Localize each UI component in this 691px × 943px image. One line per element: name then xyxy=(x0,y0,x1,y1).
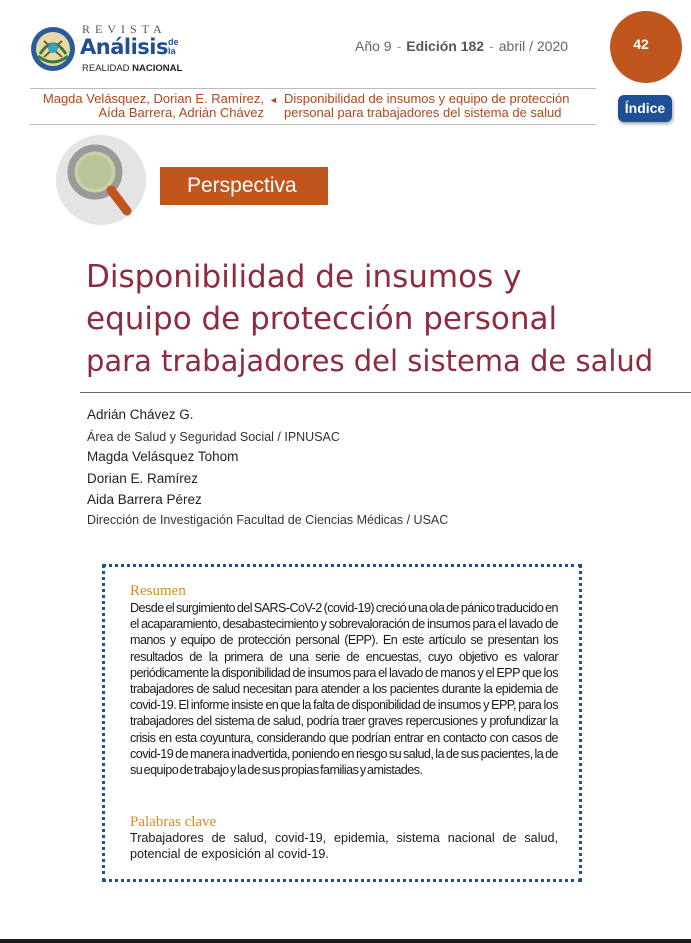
logo-dela-text: de la xyxy=(168,37,179,56)
page-number: 42 xyxy=(633,36,649,52)
issue-date: abril / 2020 xyxy=(498,38,569,54)
header-rule-bottom xyxy=(30,124,596,125)
header-rule-top xyxy=(30,88,596,89)
article-title xyxy=(86,256,676,382)
national-seal-icon xyxy=(30,26,76,72)
abstract-heading: Resumen xyxy=(130,583,186,599)
author-name: Magda Velásquez Tohom xyxy=(87,449,239,464)
author-name: Aida Barrera Pérez xyxy=(87,492,202,507)
magnifier-icon xyxy=(55,132,155,232)
title-rule xyxy=(80,392,691,393)
logo-analisis-text: Análisis xyxy=(80,35,168,59)
running-header-title: Disponibilidad de insumos y equipo de protección personal para trabajadores del sistema de salud xyxy=(284,91,570,120)
left-arrow-icon: ◄ xyxy=(269,95,278,105)
author-affiliation: Área de Salud y Seguridad Social / IPNUSAC xyxy=(87,430,340,444)
running-header-authors: Magda Velásquez, Dorian E. Ramírez, Aída Barrera, Adrián Chávez xyxy=(42,91,264,120)
article-title-line-1: Disponibilidad de insumos y xyxy=(86,259,522,295)
keywords-text: Trabajadores de salud, covid-19, epidemia, sistema nacional de salud, potencial de exposición al covid-19. xyxy=(130,831,558,862)
journal-logo xyxy=(30,22,190,78)
index-button[interactable]: Índice xyxy=(618,95,672,122)
abstract-body: Desde el surgimiento del SARS-CoV-2 (covid-19) creció una ola de pánico traducido en el acaparamiento, desabastecimiento y sobrevaloración de insumos para el lavado de manos y equipo de protección personal (EPP). En este artículo se presentan los resultados de la primera de una serie de encuestas, cuyo objetivo es valorar periódicamente la disponibilidad de insumos para el lavado de manos y el EPP que los trabajadores de salud necesitan para atender a los pacientes durante la epidemia de covid-19. El informe insiste en que la falta de disponibilidad de insumos y EPP, para los trabajadores del sistema de salud, podría traer graves repercusiones y profundizar la crisis en esta coyuntura, considerando que podrían entrar en contacto con casos de covid-19 de manera inadvertida, poniendo en riesgo su salud, la de sus pacientes, la de su equipo de trabajo y la de sus propias familias y amistades. xyxy=(130,601,558,778)
article-title-line-2: equipo de protección personal xyxy=(86,301,558,337)
author-affiliation: Dirección de Investigación Facultad de Ciencias Médicas / USAC xyxy=(87,513,449,527)
section-label: Perspectiva xyxy=(160,167,328,205)
author-name: Dorian E. Ramírez xyxy=(87,471,199,486)
logo-revista-text: REVISTA xyxy=(82,22,167,36)
issue-year: Año 9 xyxy=(355,38,392,54)
article-title-line-3: para trabajadores del sistema de salud xyxy=(86,344,654,378)
keywords-heading: Palabras clave xyxy=(130,814,217,830)
logo-realidad-text: REALIDAD NACIONAL xyxy=(82,63,183,74)
issue-info: Año 9 - Edición 182 - abril / 2020 xyxy=(355,38,569,54)
issue-edition: Edición 182 xyxy=(406,38,485,54)
author-name: Adrián Chávez G. xyxy=(87,407,194,422)
footer-rule xyxy=(0,939,691,943)
